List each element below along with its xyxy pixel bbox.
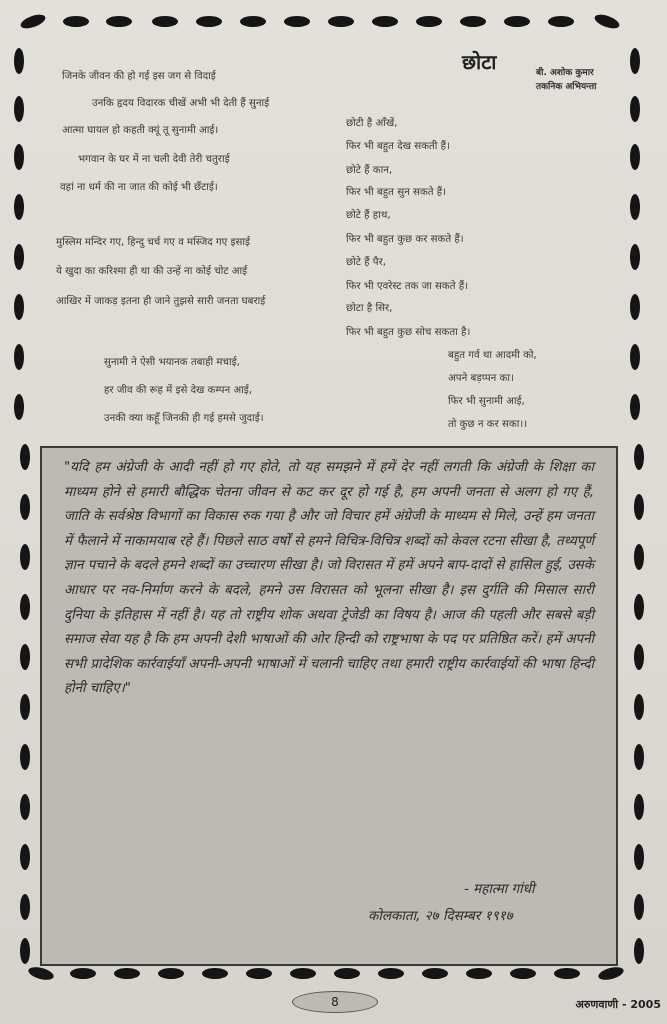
magazine-name: अरुणवाणी - 2005: [575, 998, 661, 1011]
poem-line: हर जीव की रूह में इसे देख कम्पन आई,: [104, 385, 253, 396]
poem-title: छोटा: [462, 50, 497, 74]
poem-line: बहुत गर्व था आदमी को,: [448, 350, 537, 361]
poem-line: छोटी है आँखें,: [346, 118, 398, 129]
poem-line: अपने बड़प्पन का।: [448, 373, 514, 384]
poem-line: फिर भी सुनामी आई,: [448, 396, 525, 407]
poem-line: भगवान के घर में ना चली देवी तेरी चतुराई: [78, 154, 230, 165]
gandhi-quote: "यदि हम अंग्रेजी के आदी नहीं हो गए होते, तो यह समझने में हमें देर नहीं लगती कि अंग्रेजी के शिक्षा का माध्यम होने से हमारी बौद्धिक चेतना जीवन से कट कर दूर हो गई है, हम अपनी जनता से अलग हो गए हैं, जाति के सर्वश्रेष्ठ विभागों का विकास रुक गया है और जो विचार हमें अंग्रेजी के माध्यम से मिले, उन्हें हम जनता में फैलाने में नाकामयाब रहे हैं। पिछले साठ वर्षों से हमने विचित्र-विचित्र शब्दों को केवल रटना सीखा है, तथ्यपूर्ण ज्ञान पचाने के बदले हमने शब्दों का उच्चारण सीखा है। जो विरासत में हमें अपने बाप-दादों से हासिल हुई, उसके आधार पर नव-निर्माण करने के बदले, हमने उस विरासत को भूलना सीखा है। इस दुर्गति की मिसाल सारी दुनिया के इतिहास में नहीं है। यह तो राष्ट्रीय शोक अथवा ट्रेजेडी का विषय है। आज की पहली और सबसे बड़ी समाज सेवा यह है कि हम अपनी देशी भाषाओं की ओर हिन्दी को राष्ट्रभाषा के पद पर प्रतिष्ठित करें। हमें अपनी सभी प्रादेशिक कार्रवाईयाँ अपनी-अपनी भाषाओं में चलानी चाहिए तथा हमारी राष्ट्रीय कार्रवाईयों की भाषा हिन्दी होनी चाहिए।": [64, 460, 594, 697]
poem-line: छोटे हैं पैर,: [346, 257, 386, 268]
poem-line: आखिर में जाकड़ इतना ही जाने तुझसे सारी जनता घबराई: [56, 296, 266, 307]
poem-line: फिर भी एवरेस्ट तक जा सकते हैं।: [346, 281, 469, 292]
poem-line: फिर भी बहुत देख सकती हैं।: [346, 141, 450, 152]
page-number: 8: [292, 991, 378, 1013]
poem-line: ये खुदा का करिश्मा ही था की उन्हें ना कोई चोट आई: [56, 266, 248, 277]
quote-place-date: कोलकाता, २७ दिसम्बर १९१७: [368, 908, 513, 924]
poem-line: सुनामी ने ऐसी भयानक तबाही मचाई,: [104, 357, 240, 368]
poem-line: तो कुछ न कर सका।।: [448, 419, 528, 430]
author-name: बी. अशोक कुमार: [536, 68, 594, 78]
poem-line: फिर भी बहुत कुछ सोच सकता है।: [346, 327, 471, 338]
poem-line: छोटे हैं हाथ,: [346, 210, 391, 221]
quote-attribution: - महात्मा गांधी: [464, 881, 535, 897]
poem-line: आत्मा घायल हो कहती क्यूं तू सुनामी आई।: [62, 125, 219, 136]
poem-line: उनकि हृदय विदारक चीखें अभी भी देती हैं सुनाई: [92, 98, 270, 109]
poem-line: फिर भी बहुत कुछ कर सकते हैं।: [346, 234, 464, 245]
poem-author: [536, 66, 596, 95]
author-designation: तकनिक अभियन्ता: [536, 82, 597, 93]
poem-line: फिर भी बहुत सुन सकते हैं।: [346, 187, 447, 198]
poem-line: जिनके जीवन की हो गई इस जग से विदाई: [62, 71, 216, 82]
poem-line: मुस्लिम मन्दिर गए, हिन्दु चर्च गए व मस्जिद गए इसाई: [56, 237, 251, 248]
poem-line: वहां ना धर्म की ना जात की कोई भी छँटाई।: [60, 182, 218, 193]
poem-line: छोटा है सिर,: [346, 303, 393, 314]
poem-line: उनकी क्या कहूँ जिनकी ही गई हमसे जुदाई।: [104, 413, 264, 424]
poem-line: छोटे हैं कान,: [346, 165, 393, 176]
